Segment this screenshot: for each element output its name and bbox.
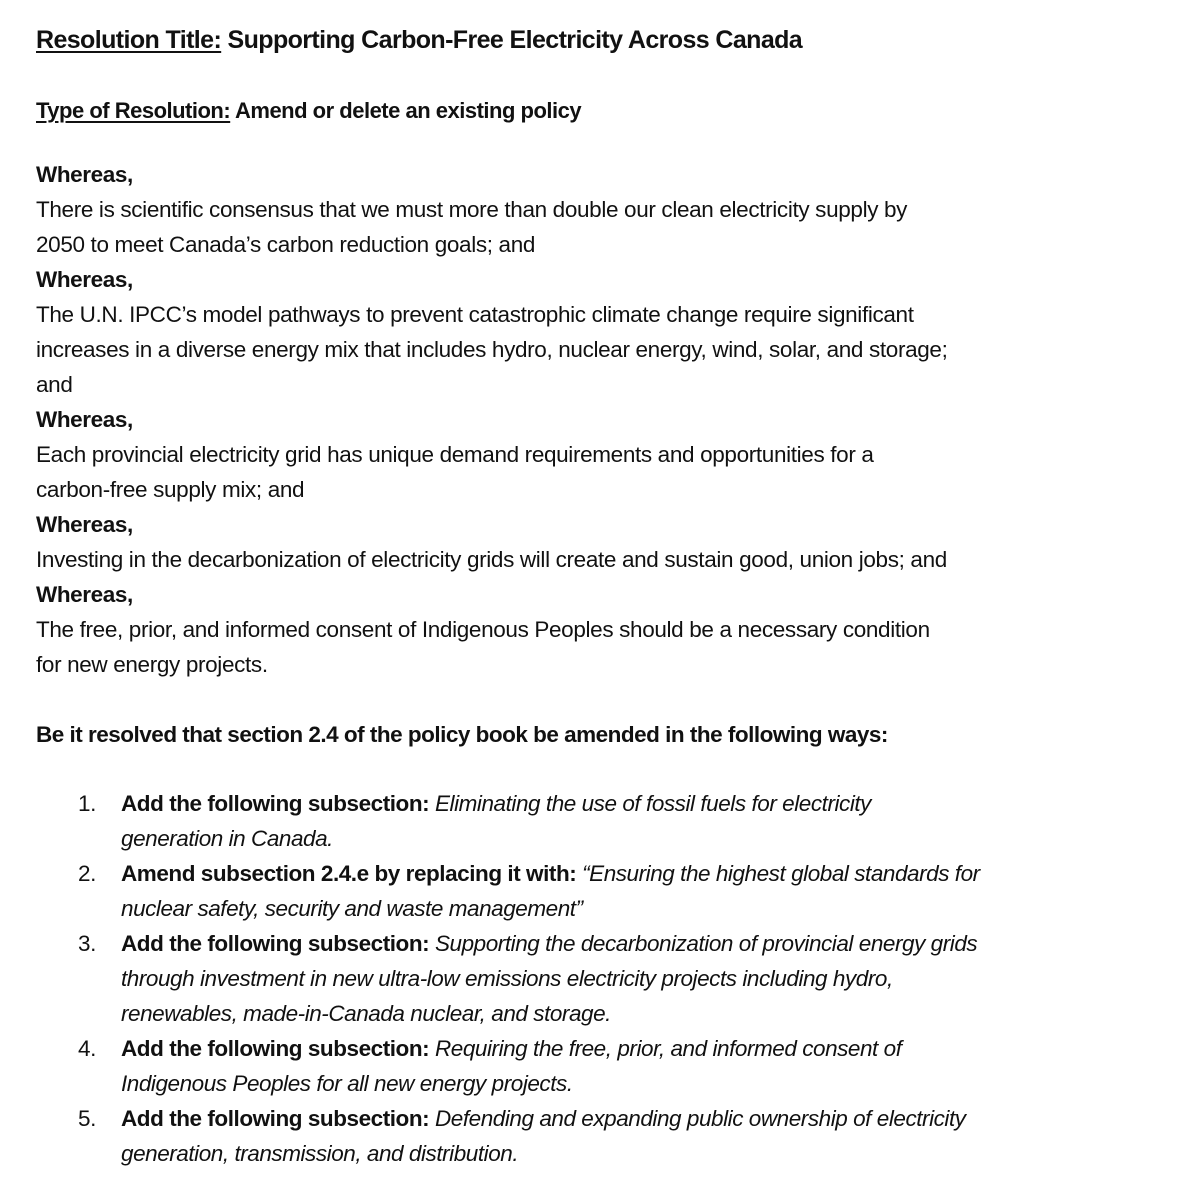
amendment-text: generation in Canada. — [121, 826, 333, 851]
whereas-clause — [36, 402, 1161, 507]
whereas-label: Whereas, — [36, 162, 133, 187]
whereas-clause — [36, 157, 1161, 262]
resolution-type — [36, 96, 1161, 126]
whereas-clause — [36, 577, 1161, 682]
amendments-list — [36, 786, 1161, 1171]
amendment-text: Indigenous Peoples for all new energy projects. — [121, 1071, 573, 1096]
text-line: for new energy projects. — [36, 652, 268, 677]
amendment-text: Eliminating the use of fossil fuels for electricity — [429, 791, 871, 816]
amendment-text: nuclear safety, security and waste management” — [121, 896, 583, 921]
amendment-text: Requiring the free, prior, and informed consent of — [429, 1036, 902, 1061]
list-number: 5. — [78, 1106, 96, 1131]
list-number: 2. — [78, 861, 96, 886]
amendment-item — [36, 1031, 1161, 1101]
text-line: increases in a diverse energy mix that includes hydro, nuclear energy, wind, solar, and storage; — [36, 337, 948, 362]
text-line: carbon-free supply mix; and — [36, 477, 305, 502]
text-line: 2050 to meet Canada’s carbon reduction goals; and — [36, 232, 536, 257]
whereas-clause — [36, 507, 1161, 577]
amendment-lead: Add the following subsection: — [121, 931, 430, 956]
whereas-text — [36, 542, 1161, 577]
amendment-lead: Add the following subsection: — [121, 1036, 430, 1061]
whereas-text — [36, 437, 1161, 507]
list-number: 4. — [78, 1036, 96, 1061]
whereas-text — [36, 297, 1161, 402]
text-line: Each provincial electricity grid has unique demand requirements and opportunities for a — [36, 442, 874, 467]
resolution-type-label: Type of Resolution: — [36, 98, 231, 123]
amendment-item — [36, 1101, 1161, 1171]
text-line: The free, prior, and informed consent of Indigenous Peoples should be a necessary condition — [36, 617, 930, 642]
whereas-label: Whereas, — [36, 267, 133, 292]
text-line: Investing in the decarbonization of electricity grids will create and sustain good, union jobs; and — [36, 547, 947, 572]
amendment-item — [36, 786, 1161, 856]
text-line: The U.N. IPCC’s model pathways to prevent catastrophic climate change require significant — [36, 302, 914, 327]
resolution-title-label: Resolution Title: — [36, 26, 222, 54]
amendment-lead: Add the following subsection: — [121, 791, 430, 816]
amendment-lead: Amend subsection 2.4.e by replacing it with: — [121, 861, 577, 886]
amendment-item — [36, 926, 1161, 1031]
whereas-label: Whereas, — [36, 582, 133, 607]
amendment-item — [36, 856, 1161, 926]
list-number: 3. — [78, 931, 96, 956]
list-number: 1. — [78, 791, 96, 816]
whereas-text — [36, 612, 1161, 682]
text-line: and — [36, 372, 73, 397]
resolution-document — [36, 22, 1161, 1171]
amendment-lead: Add the following subsection: — [121, 1106, 430, 1131]
resolution-type-text: Amend or delete an existing policy — [230, 98, 582, 123]
amendment-text: through investment in new ultra-low emissions electricity projects including hydro, — [121, 966, 893, 991]
amendment-text: Supporting the decarbonization of provincial energy grids — [429, 931, 978, 956]
whereas-clause — [36, 262, 1161, 402]
amendment-text: Defending and expanding public ownership of electricity — [429, 1106, 966, 1131]
resolved-statement: Be it resolved that section 2.4 of the policy book be amended in the following ways: — [36, 722, 888, 747]
whereas-label: Whereas, — [36, 407, 133, 432]
resolution-title-text: Supporting Carbon-Free Electricity Across Canada — [221, 26, 803, 54]
whereas-text — [36, 192, 1161, 262]
text-line: There is scientific consensus that we must more than double our clean electricity supply by — [36, 197, 908, 222]
whereas-clauses — [36, 157, 1161, 682]
amendment-text: generation, transmission, and distribution. — [121, 1141, 519, 1166]
whereas-label: Whereas, — [36, 512, 133, 537]
amendment-text: renewables, made-in-Canada nuclear, and storage. — [121, 1001, 611, 1026]
amendment-text: “Ensuring the highest global standards for — [576, 861, 980, 886]
resolution-title — [36, 22, 1161, 58]
